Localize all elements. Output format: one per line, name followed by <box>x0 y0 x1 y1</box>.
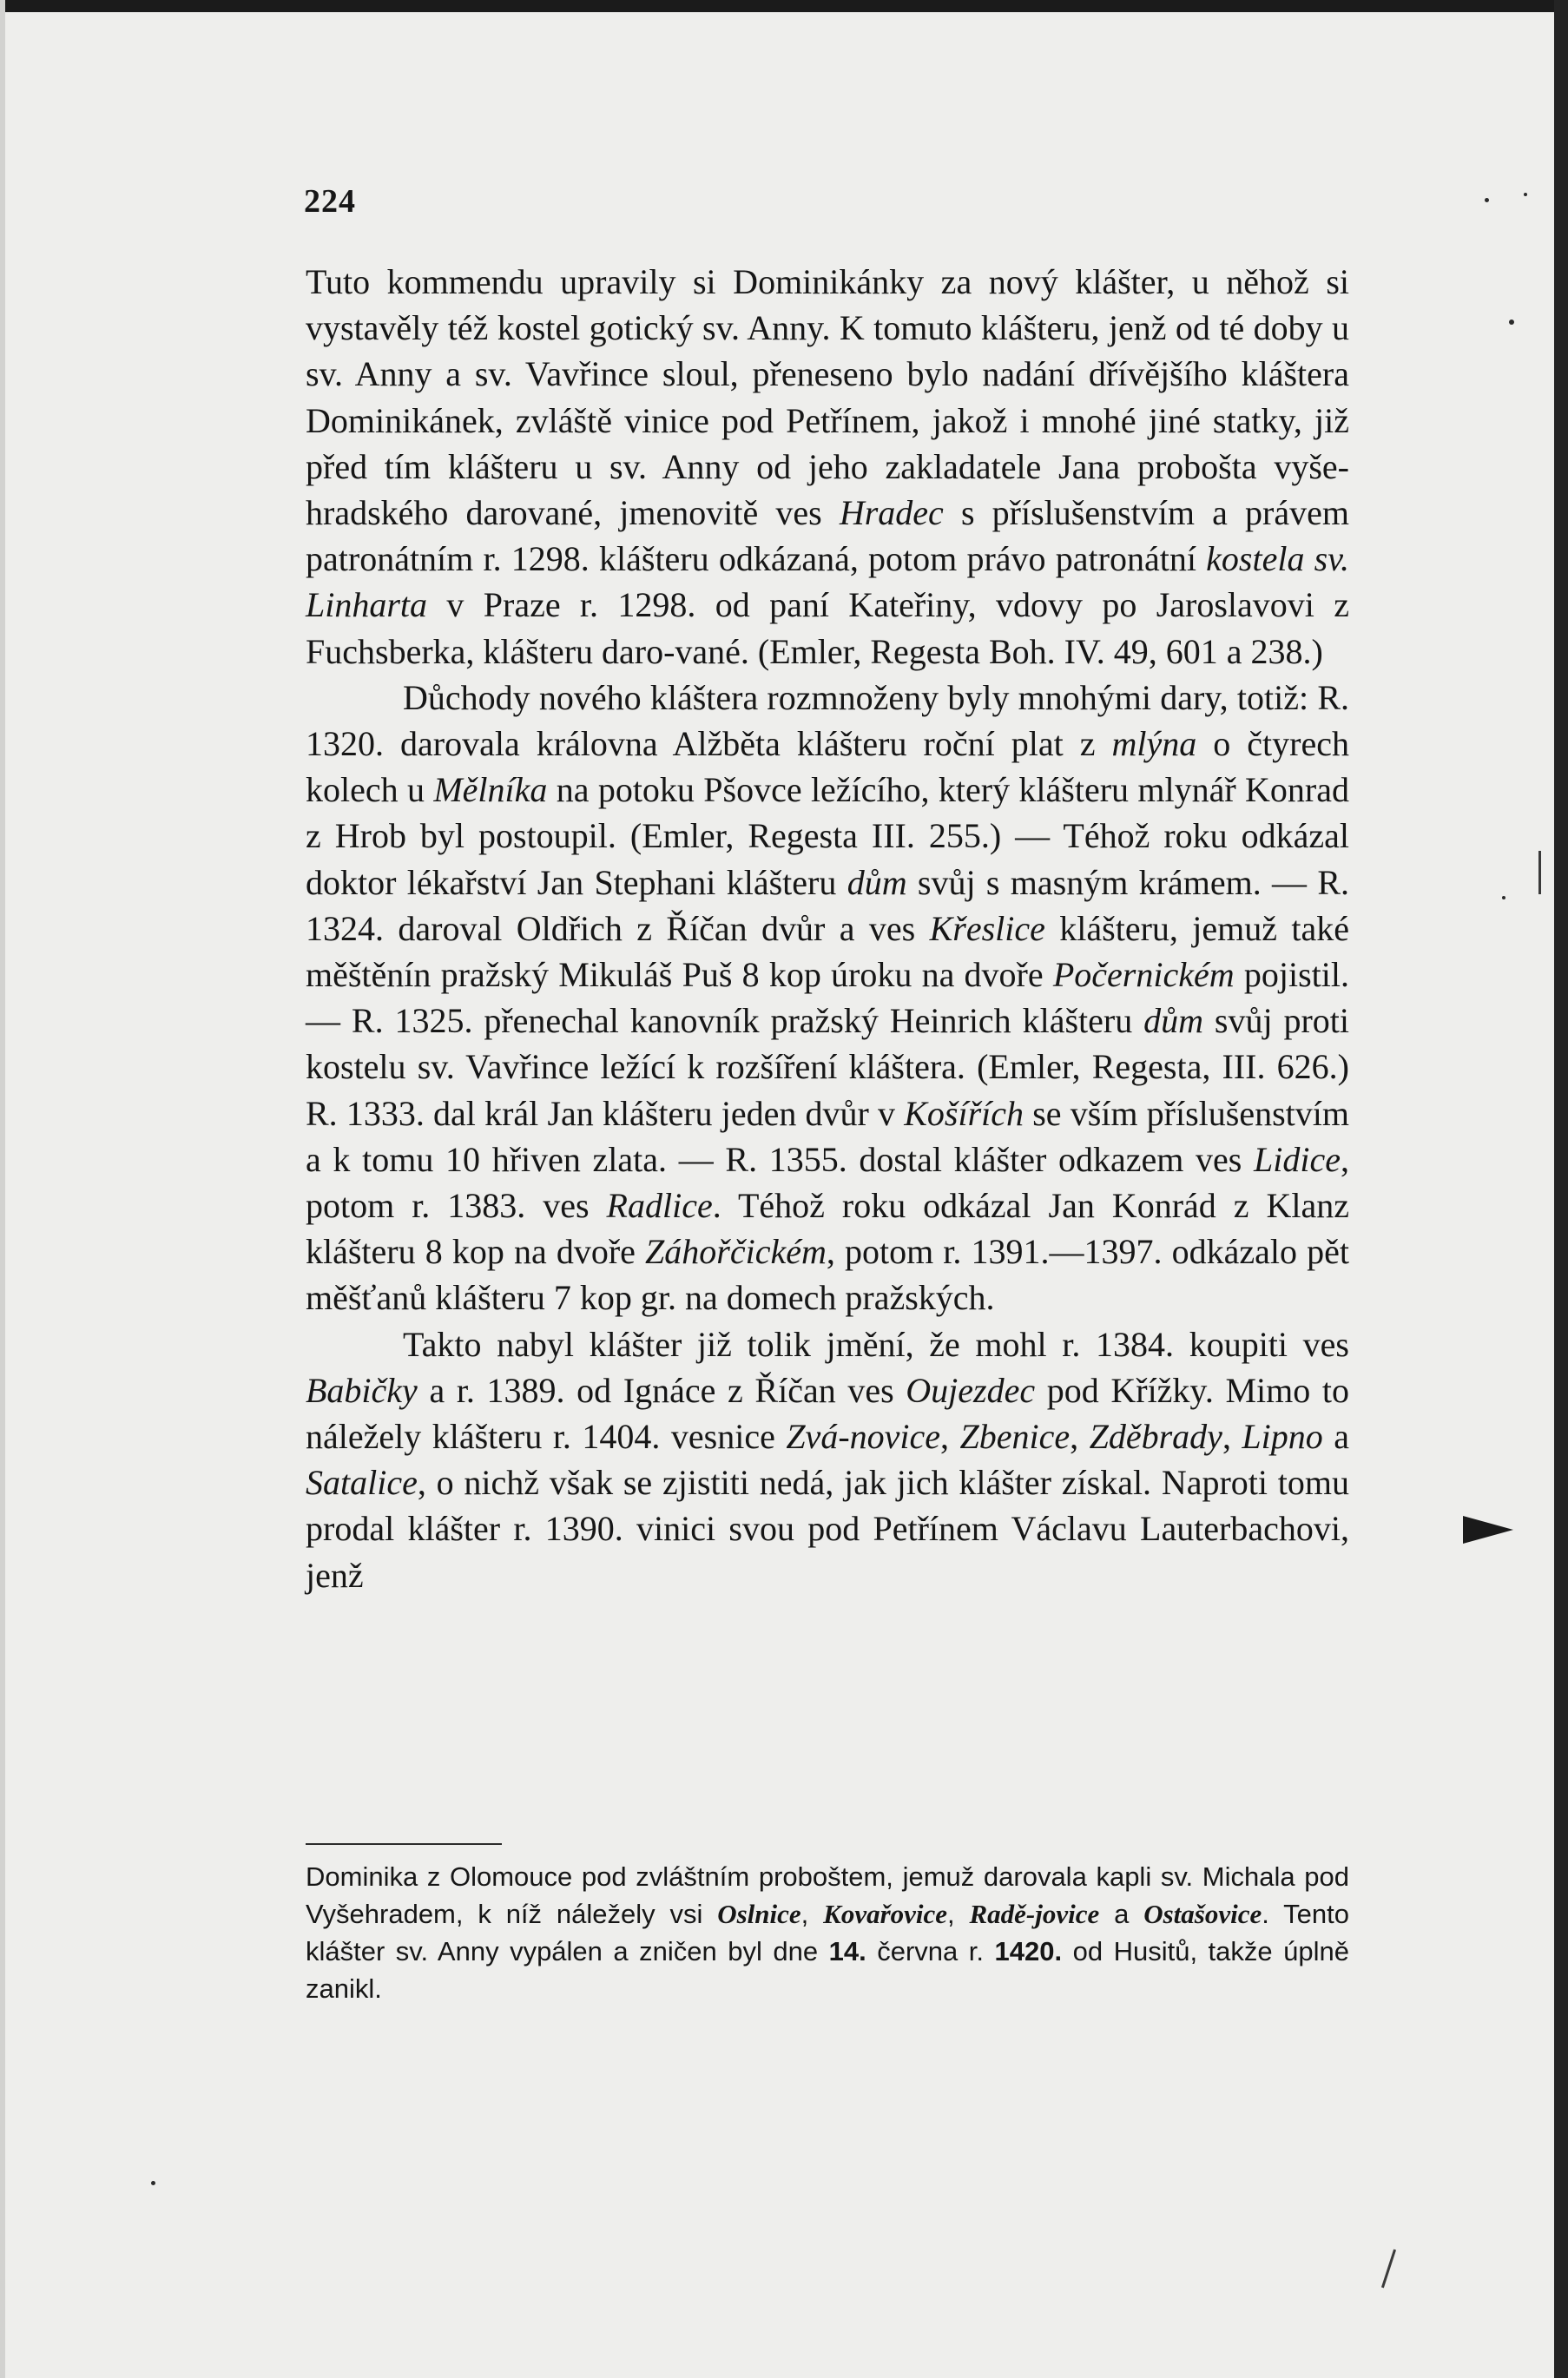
text-run: , <box>800 1899 824 1929</box>
paragraph <box>306 675 1349 1321</box>
italic-term: Záhořčickém <box>645 1232 827 1272</box>
italic-term: kostela sv. Linharta <box>306 539 1349 625</box>
text-run: svůj s masným krámem. — R. 1324. daroval Oldřich z Říčan dvůr a ves <box>306 862 1350 948</box>
scan-edge-right <box>1554 0 1568 2378</box>
italic-term: Oslnice <box>717 1899 801 1929</box>
italic-term: Lidice <box>1254 1139 1341 1179</box>
scan-speck <box>1524 193 1527 196</box>
scan-speck <box>1485 198 1489 202</box>
italic-term: Zděbrady <box>1089 1417 1222 1457</box>
scan-edge-top <box>0 0 1568 12</box>
paragraph <box>306 259 1349 675</box>
italic-term: Lipno <box>1242 1417 1323 1457</box>
text-run: , <box>1222 1417 1242 1457</box>
italic-term: Hradec <box>839 493 944 533</box>
italic-term: Oujezdec <box>906 1370 1036 1410</box>
italic-term: Křeslice <box>929 908 1045 948</box>
margin-mark <box>1381 2250 1396 2289</box>
text-run: v Praze r. 1298. od paní Kateřiny, vdovy po Jaroslavovi z Fuchsberka, klášteru daro-vané. (Emler, Regesta Boh. IV. 49, 601 a 238.) <box>306 585 1349 671</box>
text-run: , <box>1070 1417 1090 1457</box>
text-run: . Tento klášter sv. Anny vypálen a zničen byl dne <box>306 1899 1349 1966</box>
italic-term: Košířích <box>904 1093 1024 1133</box>
text-run: , <box>940 1417 960 1457</box>
scan-speck <box>1502 896 1505 899</box>
italic-term: Babičky <box>306 1370 418 1410</box>
italic-term: Kovařovice <box>823 1899 948 1929</box>
text-run: , o nichž však se zjistiti nedá, jak jich klášter získal. Naproti tomu prodal klášter r. 1390. vinici svou pod Petřínem Václavu Lauterbachovi, jenž <box>306 1463 1349 1595</box>
main-text <box>306 259 1349 1598</box>
italic-term: dům <box>1143 1001 1203 1041</box>
text-run: pod Křížky. Mimo to náležely klášteru r. 1404. vesnice <box>306 1370 1349 1457</box>
text-run: , potom r. 1391.—1397. odkázalo pět měšťanů klášteru 7 kop gr. na domech pražských. <box>306 1232 1349 1318</box>
italic-term: Satalice <box>306 1463 418 1503</box>
italic-term: Ostašovice <box>1143 1899 1262 1929</box>
margin-mark <box>1538 851 1541 894</box>
text-run: , potom r. 1383. ves <box>306 1139 1349 1226</box>
text-run: a <box>1322 1417 1350 1457</box>
italic-term: Počernickém <box>1052 955 1235 995</box>
page-number: 224 <box>304 183 356 220</box>
scan-edge-left <box>0 0 5 2378</box>
italic-term: Radě-jovice <box>969 1899 1100 1929</box>
bold-text: 1420. <box>994 1936 1063 1966</box>
margin-arrow-mark <box>1463 1516 1513 1544</box>
paragraph <box>306 1321 1349 1598</box>
italic-term: Mělníka <box>433 770 548 810</box>
text-run: svůj proti kostelu sv. Vavřince ležící k rozšíření kláštera. (Emler, Regesta, III. 626.) R. 1333. dal král Jan klášteru jeden dvůr v <box>306 1001 1349 1133</box>
text-run: klášteru, jemuž také měštěnín pražský Mikuláš Puš 8 kop úroku na dvoře <box>306 908 1349 995</box>
italic-term: dům <box>847 862 907 902</box>
text-run: a <box>1099 1899 1144 1929</box>
text-run: s příslušenstvím a právem patronátním r. 1298. klášteru odkázaná, potom právo patronátní <box>306 493 1349 579</box>
scan-speck <box>1509 319 1514 325</box>
text-run: od Husitů, takže úplně zanikl. <box>306 1936 1350 2004</box>
italic-term: Zvá-novice <box>786 1417 941 1457</box>
text-run: se vším příslušenstvím a k tomu 10 hřiven zlata. — R. 1355. dostal klášter odkazem ves <box>306 1093 1350 1179</box>
text-run: Tuto kommendu upravily si Dominikánky za nový klášter, u něhož si vystavěly též kostel gotický sv. Anny. K tomuto klášteru, jenž od té doby u sv. Anny a sv. Vavřince sloul, přeneseno bylo nadání dřívějšího kláštera Dominikánek, zvláště vinice pod Petřínem, jakož i mnohé jiné statky, již před tím klášteru u sv. Anny od jeho zakladatele Jana probošta vyše-hradského darované, jmenovitě ves <box>306 262 1349 533</box>
text-run: . Téhož roku odkázal Jan Konrád z Klanz klášteru 8 kop na dvoře <box>306 1186 1349 1272</box>
scan-speck <box>151 2181 155 2185</box>
italic-term: Radlice <box>606 1186 713 1226</box>
footnote-divider <box>306 1843 502 1845</box>
italic-term: mlýna <box>1111 724 1197 764</box>
bold-text: 14. <box>828 1936 866 1966</box>
text-run: Dominika z Olomouce pod zvláštním proboštem, jemuž darovala kapli sv. Michala pod Vyšehradem, k níž náležely vsi <box>306 1861 1349 1929</box>
text-run: června r. <box>866 1936 995 1966</box>
footnote <box>306 1858 1349 2007</box>
italic-term: Zbenice <box>959 1417 1071 1457</box>
text-run: , <box>947 1899 970 1929</box>
text-run: na potoku Pšovce ležícího, který klášteru mlynář Konrad z Hrob byl postoupil. (Emler, Regesta III. 255.) — Téhož roku odkázal doktor lékařství Jan Stephani klášteru <box>306 770 1349 902</box>
text-run: a r. 1389. od Ignáce z Říčan ves <box>417 1370 906 1410</box>
text-run: Důchody nového kláštera rozmnoženy byly mnohými dary, totiž: R. 1320. darovala královna Alžběta klášteru roční plat z <box>306 677 1349 764</box>
text-run: pojistil. — R. 1325. přenechal kanovník pražský Heinrich klášteru <box>306 955 1349 1041</box>
text-run: Takto nabyl klášter již tolik jmění, že mohl r. 1384. koupiti ves <box>403 1324 1349 1364</box>
text-run: o čtyrech kolech u <box>306 724 1349 810</box>
